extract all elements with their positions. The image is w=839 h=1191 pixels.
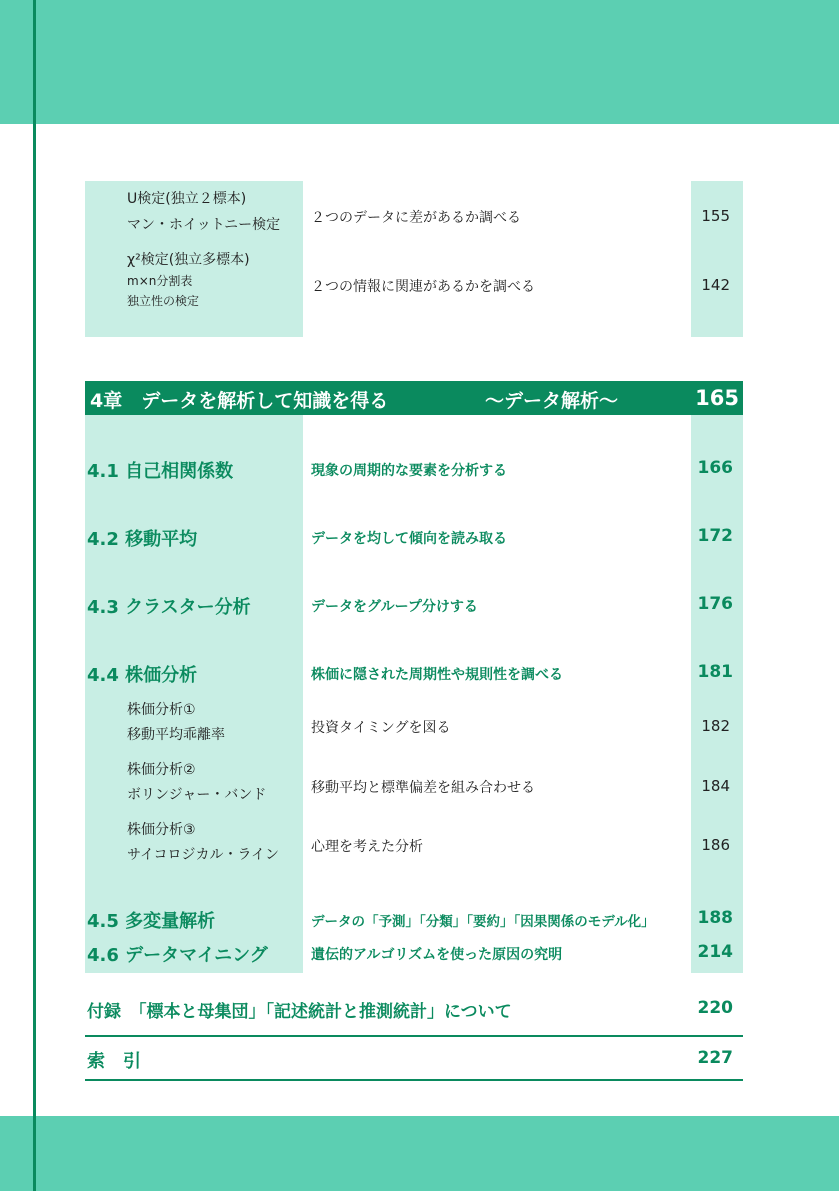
top-right-column-bg — [691, 181, 743, 337]
index-title: 索 引 — [87, 1051, 141, 1072]
bottom-band — [0, 1116, 839, 1191]
subsection-2-subtitle: ボリンジャー・バンド — [127, 787, 267, 803]
section-4-5-title: 4.5 多変量解析 — [87, 911, 216, 932]
chapter-subtitle: ～データ解析～ — [485, 390, 619, 412]
chapter-right-column-bg — [691, 415, 743, 973]
section-4-6-page: 214 — [697, 942, 733, 962]
appendix-title: 付録 「標本と母集団」「記述統計と推測統計」について — [87, 1002, 512, 1022]
chi2-test-title: χ²検定(独立多標本) — [127, 252, 250, 268]
chapter-page: 165 — [695, 386, 739, 410]
subsection-2-page: 184 — [701, 777, 730, 795]
top-band — [0, 0, 839, 124]
section-4-2-desc: データを均して傾向を読み取る — [311, 531, 507, 547]
subsection-1-subtitle: 移動平均乖離率 — [127, 727, 225, 743]
left-margin-line — [33, 0, 36, 1191]
chapter-4-bar — [85, 381, 743, 415]
section-4-4-page: 181 — [697, 662, 733, 682]
subsection-1-page: 182 — [701, 717, 730, 735]
u-test-subtitle: マン・ホイットニー検定 — [127, 217, 281, 233]
subsection-1-desc: 投資タイミングを図る — [311, 720, 451, 736]
u-test-page: 155 — [701, 207, 730, 225]
section-4-1-title: 4.1 自己相関係数 — [87, 461, 234, 482]
subsection-3-title: 株価分析③ — [127, 822, 196, 838]
section-4-4-title: 4.4 株価分析 — [87, 665, 198, 686]
subsection-2-desc: 移動平均と標準偏差を組み合わせる — [311, 780, 535, 796]
section-4-3-desc: データをグループ分けする — [311, 599, 478, 615]
u-test-desc: ２つのデータに差があるか調べる — [311, 210, 521, 226]
index-rule — [85, 1079, 743, 1081]
subsection-2-title: 株価分析② — [127, 762, 196, 778]
section-4-3-title: 4.3 クラスター分析 — [87, 597, 251, 618]
section-4-5-page: 188 — [697, 908, 733, 928]
section-4-6-desc: 遺伝的アルゴリズムを使った原因の究明 — [311, 947, 563, 963]
section-4-1-desc: 現象の周期的な要素を分析する — [311, 463, 507, 479]
subsection-3-page: 186 — [701, 836, 730, 854]
section-4-4-desc: 株価に隠された周期性や規則性を調べる — [311, 667, 563, 683]
subsection-1-title: 株価分析① — [127, 702, 196, 718]
section-4-5-desc: データの「予測」「分類」「要約」「因果関係のモデル化」 — [311, 914, 655, 930]
section-4-1-page: 166 — [697, 458, 733, 478]
section-4-2-title: 4.2 移動平均 — [87, 529, 198, 550]
chapter-left-column-bg — [85, 415, 303, 973]
appendix-page: 220 — [697, 998, 733, 1018]
section-4-2-page: 172 — [697, 526, 733, 546]
chi2-test-sub1: m×n分割表 — [127, 274, 193, 288]
u-test-title: U検定(独立２標本) — [127, 191, 247, 207]
index-page: 227 — [697, 1048, 733, 1068]
appendix-rule — [85, 1035, 743, 1037]
section-4-3-page: 176 — [697, 594, 733, 614]
section-4-6-title: 4.6 データマイニング — [87, 945, 268, 966]
chi2-test-desc: ２つの情報に関連があるかを調べる — [311, 279, 535, 295]
chi2-test-sub2: 独立性の検定 — [127, 294, 200, 308]
subsection-3-desc: 心理を考えた分析 — [311, 839, 423, 855]
chapter-title: 4章 データを解析して知識を得る — [90, 390, 389, 412]
chi2-test-page: 142 — [701, 276, 730, 294]
subsection-3-subtitle: サイコロジカル・ライン — [127, 847, 280, 863]
